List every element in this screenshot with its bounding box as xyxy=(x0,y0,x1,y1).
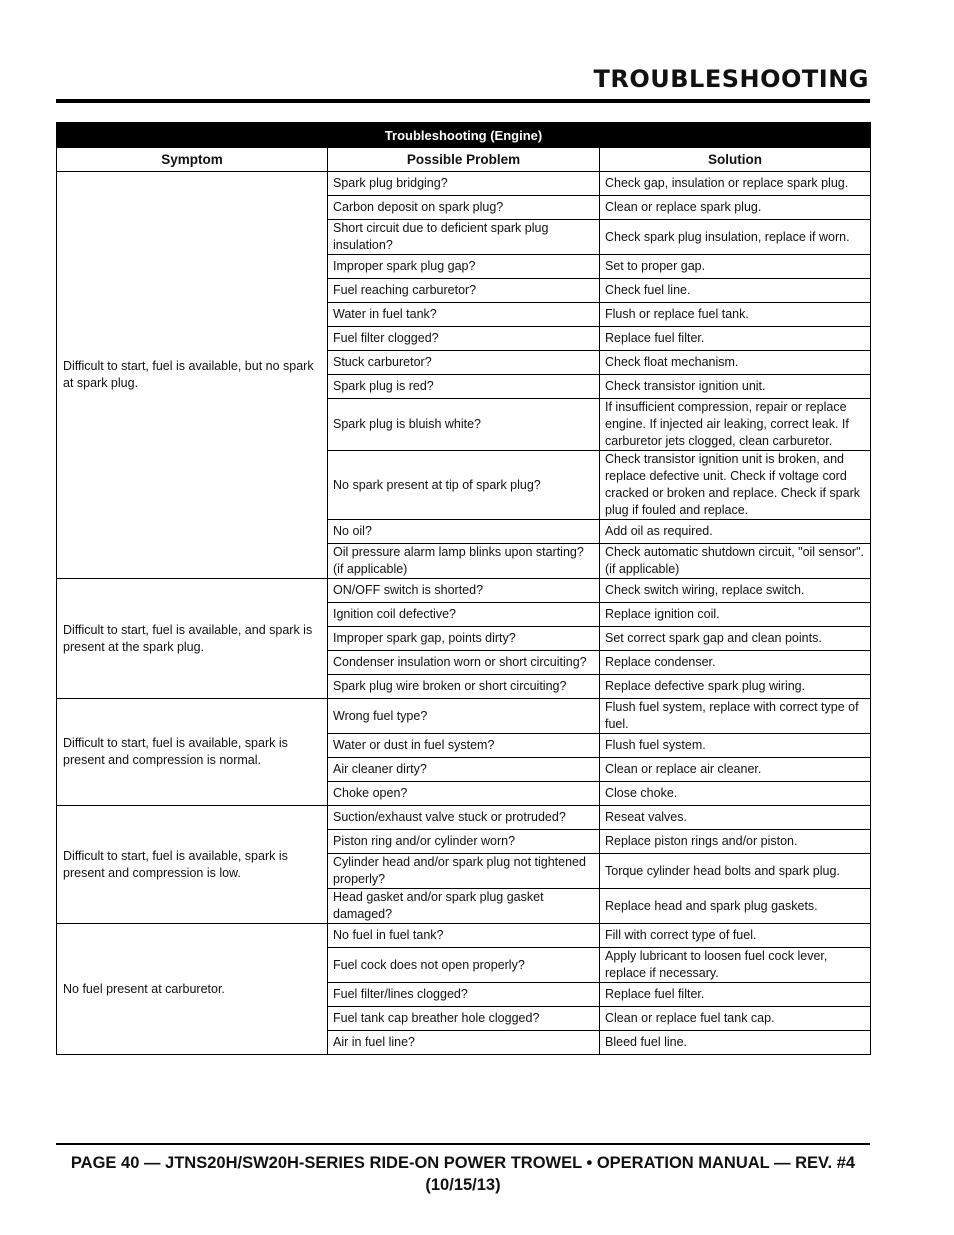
possible-problem-cell: No oil? xyxy=(328,520,600,544)
solution-cell: Torque cylinder head bolts and spark plug. xyxy=(600,854,871,889)
possible-problem-cell: Cylinder head and/or spark plug not tightened properly? xyxy=(328,854,600,889)
possible-problem-cell: Fuel filter/lines clogged? xyxy=(328,983,600,1007)
solution-cell: If insufficient compression, repair or replace engine. If injected air leaking, correct leak. If carburetor jets clogged, clean carburetor. xyxy=(600,399,871,451)
symptom-cell: Difficult to start, fuel is available, but no spark at spark plug. xyxy=(57,172,328,579)
symptom-cell: Difficult to start, fuel is available, spark is present and compression is normal. xyxy=(57,699,328,806)
title-rule xyxy=(56,99,870,103)
possible-problem-cell: Water in fuel tank? xyxy=(328,303,600,327)
solution-cell: Bleed fuel line. xyxy=(600,1031,871,1055)
table-body xyxy=(57,172,871,1055)
possible-problem-cell: Spark plug bridging? xyxy=(328,172,600,196)
possible-problem-cell: No fuel in fuel tank? xyxy=(328,924,600,948)
solution-cell: Set correct spark gap and clean points. xyxy=(600,627,871,651)
solution-cell: Apply lubricant to loosen fuel cock lever, replace if necessary. xyxy=(600,948,871,983)
possible-problem-cell: Choke open? xyxy=(328,782,600,806)
solution-cell: Flush fuel system. xyxy=(600,734,871,758)
possible-problem-cell: Spark plug wire broken or short circuiting? xyxy=(328,675,600,699)
possible-problem-cell: Short circuit due to deficient spark plug insulation? xyxy=(328,220,600,255)
possible-problem-cell: Oil pressure alarm lamp blinks upon starting? (if applicable) xyxy=(328,544,600,579)
solution-cell: Replace piston rings and/or piston. xyxy=(600,830,871,854)
possible-problem-cell: Air in fuel line? xyxy=(328,1031,600,1055)
possible-problem-cell: Piston ring and/or cylinder worn? xyxy=(328,830,600,854)
table-row xyxy=(57,579,871,603)
possible-problem-cell: No spark present at tip of spark plug? xyxy=(328,451,600,520)
solution-cell: Replace ignition coil. xyxy=(600,603,871,627)
solution-cell: Check fuel line. xyxy=(600,279,871,303)
possible-problem-cell: Carbon deposit on spark plug? xyxy=(328,196,600,220)
possible-problem-cell: Water or dust in fuel system? xyxy=(328,734,600,758)
solution-cell: Clean or replace air cleaner. xyxy=(600,758,871,782)
page-title: TROUBLESHOOTING xyxy=(593,65,869,93)
column-header-solution: Solution xyxy=(600,148,871,172)
table-row xyxy=(57,806,871,830)
possible-problem-cell: Suction/exhaust valve stuck or protruded? xyxy=(328,806,600,830)
solution-cell: Check transistor ignition unit. xyxy=(600,375,871,399)
table-row xyxy=(57,172,871,196)
table-caption: Troubleshooting (Engine) xyxy=(57,123,871,148)
possible-problem-cell: Fuel cock does not open properly? xyxy=(328,948,600,983)
solution-cell: Replace fuel filter. xyxy=(600,327,871,351)
solution-cell: Check spark plug insulation, replace if worn. xyxy=(600,220,871,255)
footer-rule xyxy=(56,1143,870,1145)
solution-cell: Check gap, insulation or replace spark plug. xyxy=(600,172,871,196)
solution-cell: Check transistor ignition unit is broken, and replace defective unit. Check if voltage cord cracked or broken and replace. Check if spark plug if fouled and replace. xyxy=(600,451,871,520)
symptom-cell: Difficult to start, fuel is available, and spark is present at the spark plug. xyxy=(57,579,328,699)
possible-problem-cell: Wrong fuel type? xyxy=(328,699,600,734)
possible-problem-cell: Ignition coil defective? xyxy=(328,603,600,627)
solution-cell: Set to proper gap. xyxy=(600,255,871,279)
possible-problem-cell: Condenser insulation worn or short circuiting? xyxy=(328,651,600,675)
possible-problem-cell: Spark plug is bluish white? xyxy=(328,399,600,451)
solution-cell: Clean or replace fuel tank cap. xyxy=(600,1007,871,1031)
solution-cell: Replace defective spark plug wiring. xyxy=(600,675,871,699)
possible-problem-cell: Air cleaner dirty? xyxy=(328,758,600,782)
possible-problem-cell: ON/OFF switch is shorted? xyxy=(328,579,600,603)
solution-cell: Check float mechanism. xyxy=(600,351,871,375)
column-header-symptom: Symptom xyxy=(57,148,328,172)
solution-cell: Reseat valves. xyxy=(600,806,871,830)
possible-problem-cell: Fuel reaching carburetor? xyxy=(328,279,600,303)
possible-problem-cell: Improper spark plug gap? xyxy=(328,255,600,279)
possible-problem-cell: Spark plug is red? xyxy=(328,375,600,399)
solution-cell: Clean or replace spark plug. xyxy=(600,196,871,220)
solution-cell: Check automatic shutdown circuit, "oil sensor". (if applicable) xyxy=(600,544,871,579)
solution-cell: Replace head and spark plug gaskets. xyxy=(600,889,871,924)
possible-problem-cell: Fuel tank cap breather hole clogged? xyxy=(328,1007,600,1031)
solution-cell: Check switch wiring, replace switch. xyxy=(600,579,871,603)
solution-cell: Add oil as required. xyxy=(600,520,871,544)
possible-problem-cell: Improper spark gap, points dirty? xyxy=(328,627,600,651)
page-footer: PAGE 40 — JTNS20H/SW20H-SERIES RIDE-ON POWER TROWEL • OPERATION MANUAL — REV. #4 (10/15/13) xyxy=(70,1154,856,1194)
solution-cell: Flush or replace fuel tank. xyxy=(600,303,871,327)
possible-problem-cell: Fuel filter clogged? xyxy=(328,327,600,351)
solution-cell: Close choke. xyxy=(600,782,871,806)
troubleshooting-table xyxy=(56,122,871,1055)
symptom-cell: Difficult to start, fuel is available, spark is present and compression is low. xyxy=(57,806,328,924)
solution-cell: Fill with correct type of fuel. xyxy=(600,924,871,948)
solution-cell: Replace fuel filter. xyxy=(600,983,871,1007)
solution-cell: Replace condenser. xyxy=(600,651,871,675)
table-row xyxy=(57,699,871,734)
symptom-cell: No fuel present at carburetor. xyxy=(57,924,328,1055)
column-header-possible-problem: Possible Problem xyxy=(328,148,600,172)
possible-problem-cell: Stuck carburetor? xyxy=(328,351,600,375)
table-row xyxy=(57,924,871,948)
possible-problem-cell: Head gasket and/or spark plug gasket damaged? xyxy=(328,889,600,924)
solution-cell: Flush fuel system, replace with correct type of fuel. xyxy=(600,699,871,734)
